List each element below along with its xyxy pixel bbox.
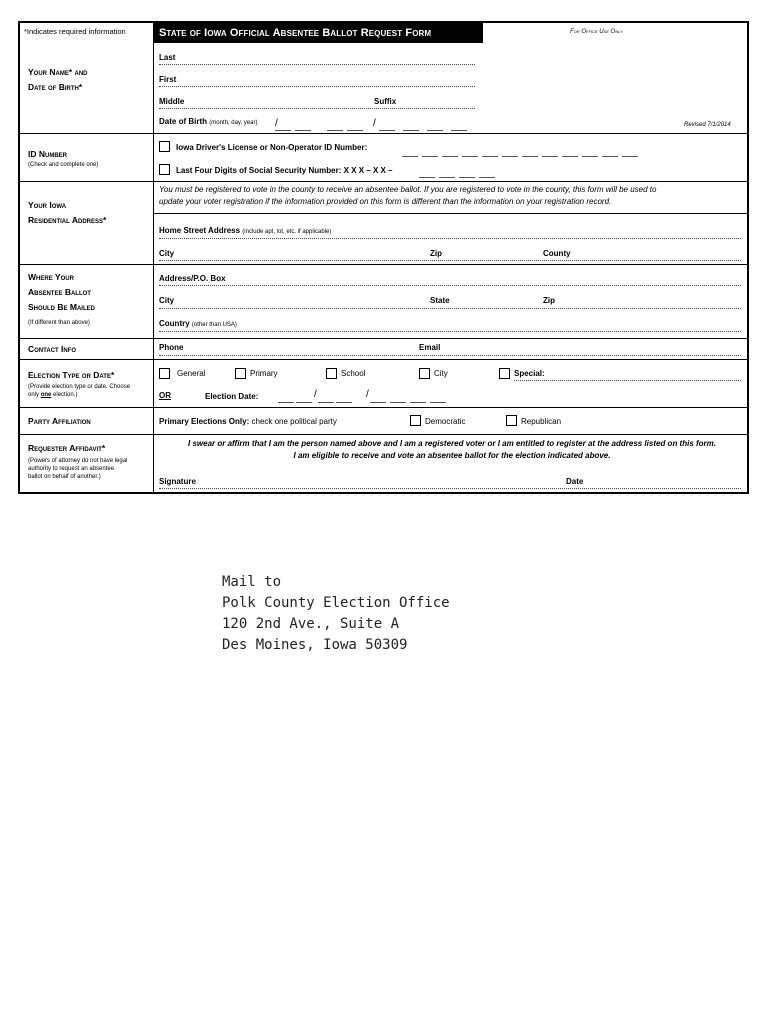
residence-city-label: City xyxy=(159,249,175,258)
id-section-label: ID Number xyxy=(28,149,67,159)
last-name-field[interactable] xyxy=(159,64,475,65)
mailing-address-label: Address/P.O. Box xyxy=(159,274,226,283)
republican-checkbox[interactable] xyxy=(506,415,517,426)
mailing-city-label: City xyxy=(159,296,175,305)
mailing-section-hint: (If different than above) xyxy=(28,320,90,326)
signature-field[interactable] xyxy=(159,488,741,489)
dob-label: Date of Birth (month, day, year) xyxy=(159,117,258,126)
mail-to-address xyxy=(222,572,450,656)
section-divider xyxy=(20,407,747,408)
section-divider xyxy=(20,359,747,360)
name-section-label: Your Name* and Date of Birth* xyxy=(28,67,88,92)
section-divider xyxy=(20,133,747,134)
mailing-country-label: Country (other than USA) xyxy=(159,319,237,328)
date-label: Date xyxy=(566,477,584,486)
id-section-hint: (Check and complete one) xyxy=(28,162,99,168)
section-divider xyxy=(20,434,747,435)
residence-city-field[interactable] xyxy=(159,260,741,261)
ssn-checkbox[interactable] xyxy=(159,164,170,175)
general-checkbox[interactable] xyxy=(159,368,170,379)
city-election-label: City xyxy=(434,369,448,378)
election-section-label: Election Type or Date* xyxy=(28,370,115,380)
party-instruction: Primary Elections Only: check one political party xyxy=(159,417,337,426)
special-checkbox[interactable] xyxy=(499,368,510,379)
or-label: OR xyxy=(159,391,171,400)
residence-note: You must be registered to vote in the county to receive an absentee ballot. If you are registered to vote in the county, this form will be used to update your voter registration if the information provided on this form is different than the information on your registration record. xyxy=(159,185,657,206)
mailing-country-field[interactable] xyxy=(159,331,741,332)
note-divider xyxy=(153,213,747,214)
phone-label: Phone xyxy=(159,343,184,352)
special-label: Special: xyxy=(514,369,545,378)
election-date-slash-1: / xyxy=(314,389,317,400)
election-date-label: Election Date: xyxy=(205,392,259,401)
general-label: General xyxy=(177,369,206,378)
residence-county-label: County xyxy=(543,249,571,258)
section-divider xyxy=(20,181,747,182)
dob-slash-2: / xyxy=(373,118,376,129)
election-date-slash-2: / xyxy=(366,389,369,400)
form-title: State of Iowa Official Absentee Ballot Request Form xyxy=(153,23,483,43)
school-checkbox[interactable] xyxy=(326,368,337,379)
mail-to-city: Des Moines, Iowa 50309 xyxy=(222,637,408,653)
ssn-label: Last Four Digits of Social Security Number: X X X – X X – xyxy=(176,166,393,175)
dob-slash-1: / xyxy=(275,118,278,129)
affidavit-section-hint: (Powers of attorney do not have legal authority to request an absentee ballot on behalf of another.) xyxy=(28,458,128,480)
mail-to-office: Polk County Election Office xyxy=(222,595,450,611)
mailing-zip-label: Zip xyxy=(543,296,555,305)
affidavit-section-label: Requester Affidavit* xyxy=(28,443,106,453)
primary-label: Primary xyxy=(250,369,278,378)
last-name-label: Last xyxy=(159,53,176,62)
residence-section-label: Your Iowa Residential Address* xyxy=(28,200,107,225)
affidavit-oath: I swear or affirm that I am the person named above and I am a registered voter or I am entitled to register at the address listed on this form. I am eligible to receive and vote an absentee ballot for the election indicated above. xyxy=(188,439,716,460)
email-label: Email xyxy=(419,343,441,352)
home-street-label: Home Street Address (include apt, lot, etc. if applicable) xyxy=(159,226,332,235)
section-divider xyxy=(20,264,747,265)
middle-suffix-field[interactable] xyxy=(159,108,475,109)
primary-checkbox[interactable] xyxy=(235,368,246,379)
license-checkbox[interactable] xyxy=(159,141,170,152)
mailing-city-field[interactable] xyxy=(159,308,741,309)
mail-to-street: 120 2nd Ave., Suite A xyxy=(222,616,400,632)
party-section-label: Party Affiliation xyxy=(28,416,91,426)
school-label: School xyxy=(341,369,366,378)
contact-section-label: Contact Info xyxy=(28,344,77,354)
revised-date: Revised 7/1/2014 xyxy=(684,122,731,128)
first-name-field[interactable] xyxy=(159,86,475,87)
office-use-label: For Office Use Only xyxy=(570,29,623,35)
middle-name-label: Middle xyxy=(159,97,185,106)
signature-label: Signature xyxy=(159,477,196,486)
mailing-address-field[interactable] xyxy=(159,285,741,286)
election-section-hint: (Provide election type or date. Choose only one election.) xyxy=(28,384,131,398)
required-note: *Indicates required information xyxy=(24,27,126,36)
democratic-checkbox[interactable] xyxy=(410,415,421,426)
mail-to-heading: Mail to xyxy=(222,574,282,590)
mailing-section-label: Where Your Absentee Ballot Should Be Mailed xyxy=(28,272,95,312)
license-label: Iowa Driver's License or Non-Operator ID Number: xyxy=(176,143,368,152)
democratic-label: Democratic xyxy=(425,417,466,426)
city-election-checkbox[interactable] xyxy=(419,368,430,379)
special-field[interactable] xyxy=(514,380,741,381)
residence-zip-label: Zip xyxy=(430,249,442,258)
mailing-state-label: State xyxy=(430,296,450,305)
section-divider xyxy=(20,338,747,339)
first-name-label: First xyxy=(159,75,177,84)
home-street-field[interactable] xyxy=(159,238,741,239)
republican-label: Republican xyxy=(521,417,562,426)
contact-field[interactable] xyxy=(159,355,741,356)
absentee-ballot-request-form xyxy=(18,21,749,494)
suffix-label: Suffix xyxy=(374,97,397,106)
